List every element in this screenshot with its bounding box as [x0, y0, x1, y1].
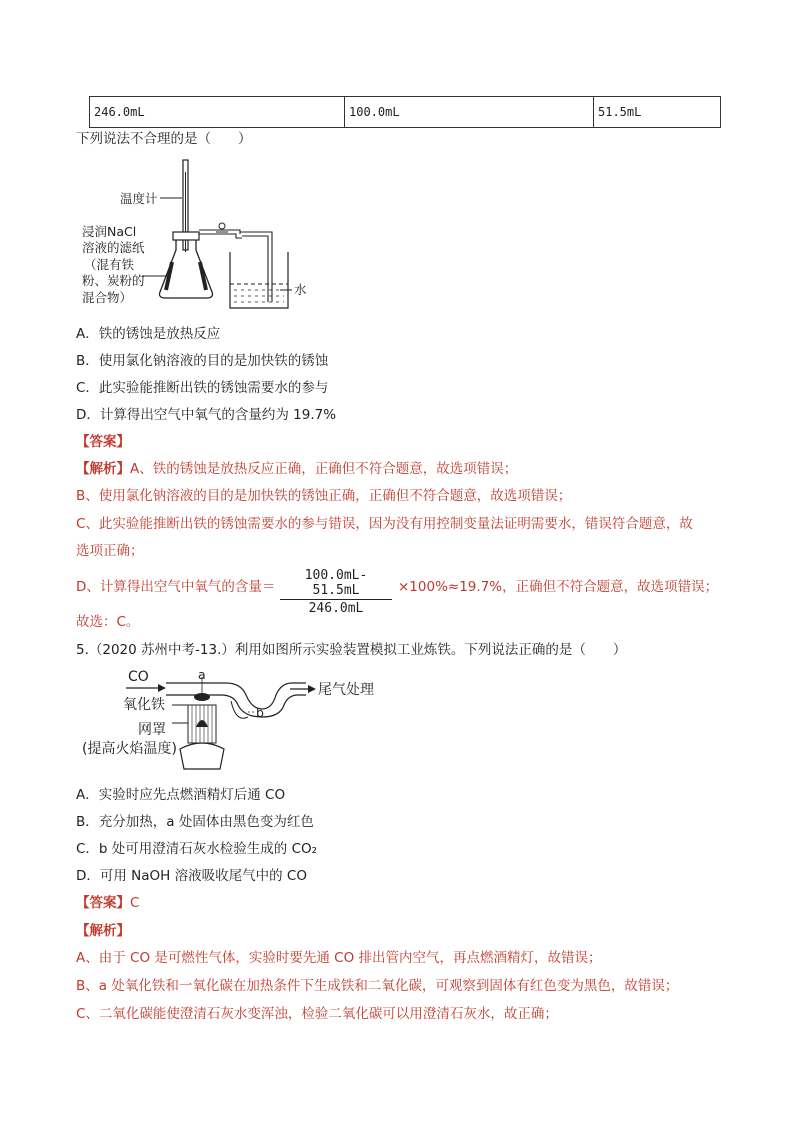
- option-d: D．可用 NaOH 溶液吸收尾气中的 CO: [76, 868, 307, 884]
- filter-paper-label: 粉、炭粉的: [82, 273, 145, 288]
- answer-label: 【答案】: [76, 434, 130, 450]
- table-cell: 100.0mL: [345, 97, 594, 128]
- co-label: CO: [128, 669, 149, 685]
- fraction-bar: [280, 599, 392, 600]
- analysis-line-b: B、a 处氧化铁和一氧化碳在加热条件下生成铁和二氧化碳，可观察到固体有红色变为黑色，故错误；: [76, 978, 679, 994]
- fraction-numerator: 100.0mL-51.5mL: [304, 568, 368, 598]
- analysis-line-d-prefix: D、计算得出空气中氧气的含量＝: [76, 579, 276, 595]
- table-cell: 246.0mL: [90, 97, 345, 128]
- q5-stem: 5.（2020 苏州中考-13.）利用如图所示实验装置模拟工业炼铁。下列说法正确的是（ ）: [76, 642, 627, 658]
- conclusion: 故选：C。: [76, 614, 140, 630]
- answer-line: [76, 894, 139, 912]
- point-b-label: b: [256, 705, 264, 720]
- data-table: [89, 96, 721, 128]
- point-a-label: a: [198, 667, 206, 682]
- analysis-line-b: B、使用氯化钠溶液的目的是加快铁的锈蚀正确，正确但不符合题意，故选项错误；: [76, 488, 572, 504]
- gauze-label: 网罩: [138, 722, 166, 738]
- analysis-line-a: [76, 460, 517, 478]
- option-a: A．实验时应先点燃酒精灯后通 CO: [76, 787, 286, 803]
- iron-oxide-label: 氧化铁: [123, 697, 165, 713]
- option-b: B．充分加热，a 处固体由黑色变为红色: [76, 814, 314, 830]
- filter-paper-label: （混有铁: [84, 257, 135, 272]
- analysis-label: 【解析】: [76, 461, 130, 477]
- option-a: A．铁的锈蚀是放热反应: [76, 326, 221, 342]
- water-label: 水: [294, 282, 307, 297]
- fraction-denominator: 246.0mL: [308, 601, 364, 616]
- filter-paper-label: 混合物）: [82, 290, 133, 305]
- analysis-label: 【解析】: [76, 923, 130, 939]
- option-c: C．此实验能推断出铁的锈蚀需要水的参与: [76, 380, 329, 396]
- q4-stem: 下列说法不合理的是（ ）: [76, 131, 252, 147]
- analysis-line-c: C、二氧化碳能使澄清石灰水变浑浊，检验二氧化碳可以用澄清石灰水，故正确；: [76, 1006, 558, 1022]
- gauze-note-label: (提高火焰温度): [82, 741, 177, 757]
- thermometer-label: 温度计: [120, 191, 158, 206]
- option-b: B．使用氯化钠溶液的目的是加快铁的锈蚀: [76, 353, 329, 369]
- exhaust-label: 尾气处理: [318, 682, 374, 698]
- option-d: D．计算得出空气中氧气的含量约为 19.7%: [76, 407, 337, 423]
- analysis-line-c-cont: 选项正确；: [76, 543, 144, 559]
- table-row: [90, 97, 721, 128]
- analysis-line-c: C、此实验能推断出铁的锈蚀需要水的参与错误，因为没有用控制变量法证明需要水，错误符合题意，故: [76, 516, 693, 532]
- analysis-line-a: A、由于 CO 是可燃性气体，实验时要先通 CO 排出管内空气，再点燃酒精灯，故错误；: [76, 950, 602, 966]
- analysis-text: A、铁的锈蚀是放热反应正确，正确但不符合题意，故选项错误；: [130, 461, 518, 477]
- filter-paper-label: 溶液的滤纸: [82, 240, 145, 255]
- filter-paper-label: 浸润NaCl: [82, 224, 137, 239]
- analysis-line-d-suffix: ×100%≈19.7%，正确但不符合题意，故选项错误；: [398, 579, 719, 595]
- fraction: [280, 568, 392, 616]
- table-cell: 51.5mL: [594, 97, 721, 128]
- answer-value: C: [130, 895, 140, 911]
- answer-label: 【答案】: [76, 895, 130, 911]
- option-c: C．b 处可用澄清石灰水检验生成的 CO₂: [76, 841, 318, 857]
